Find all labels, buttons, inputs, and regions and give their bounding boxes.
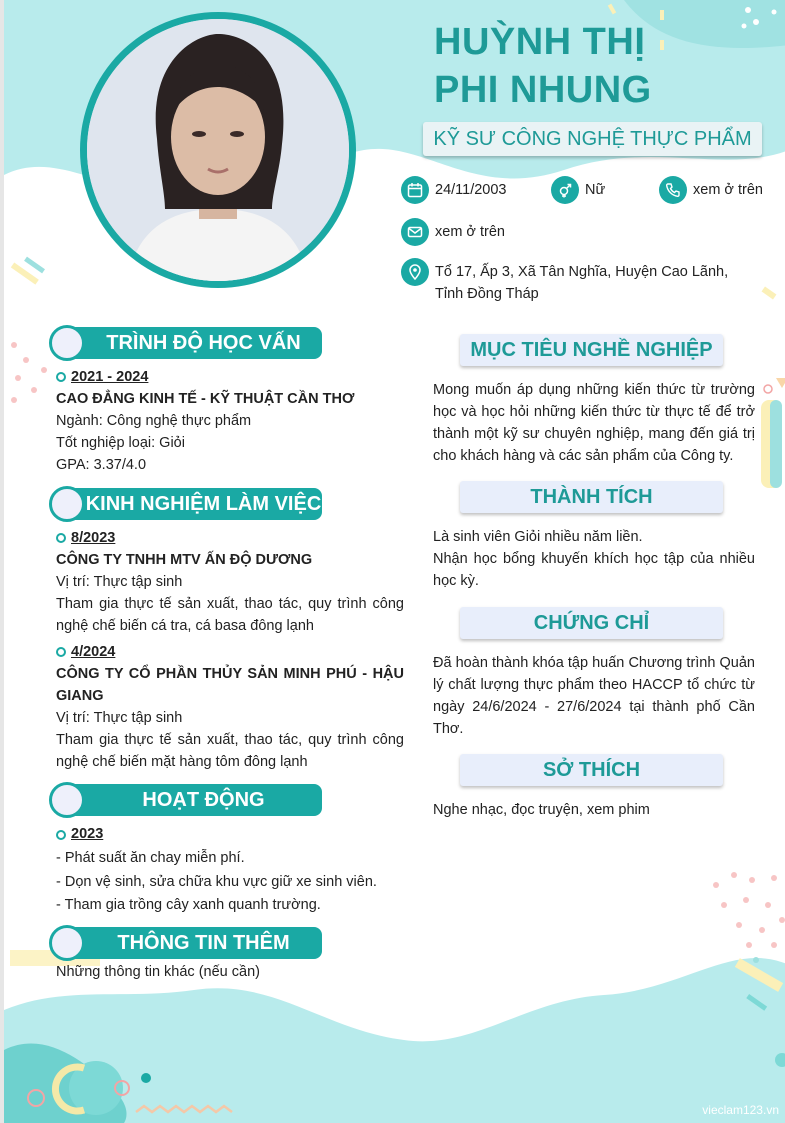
education-gpa: GPA: 3.37/4.0 [56,457,147,473]
activities-year-text: 2023 [71,826,104,842]
bullet-circle-icon [56,372,66,382]
certificates-heading: CHỨNG CHỈ [460,607,723,639]
profile-photo [87,19,349,281]
birthdate-item [401,176,507,204]
experience-heading: KINH NGHIỆM LÀM VIỆC [65,488,322,520]
education-heading: TRÌNH ĐỘ HỌC VẤN [65,327,322,359]
education-block [56,366,404,476]
activities-section-header [49,784,322,816]
activities-heading: HOẠT ĐỘNG [65,784,322,816]
job-company: CÔNG TY TNHH MTV ẤN ĐỘ DƯƠNG [56,552,313,568]
phone-value: xem ở trên [693,182,763,198]
calendar-icon [401,176,429,204]
job-position: Vị trí: Thực tập sinh [56,710,183,726]
section-circle-icon [49,486,85,522]
job-company: CÔNG TY CỔ PHẦN THỦY SẢN MINH PHÚ - HẬU GIANG [56,666,404,704]
hobbies-text: Nghe nhạc, đọc truyện, xem phim [433,802,650,818]
job-entry [56,641,404,773]
bullet-circle-icon [56,533,66,543]
experience-block [56,527,404,773]
activity-item: - Dọn vệ sinh, sửa chữa khu vực giữ xe sinh viên. [56,874,377,890]
address-value: Tổ 17, Ấp 3, Xã Tân Nghĩa, Huyện Cao Lãnh, Tỉnh Đồng Tháp [435,264,729,302]
name-line-1: HUỲNH THỊ [434,21,646,63]
job-position: Vị trí: Thực tập sinh [56,574,183,590]
job-description: Tham gia thực tế sản xuất, thao tác, quy trình công nghệ chế biến mặt hàng tôm đông lạnh [56,732,404,770]
objective-heading: MỤC TIÊU NGHỀ NGHIỆP [460,334,723,366]
job-date-text: 8/2023 [71,530,116,546]
email-value: xem ở trên [435,224,505,240]
job-date-text: 4/2024 [71,644,116,660]
section-circle-icon [49,325,85,361]
activities-block [56,823,404,917]
education-section-header [49,327,322,359]
watermark: vieclam123.vn [702,1103,779,1117]
name-line-2: PHI NHUNG [434,69,652,111]
location-pin-icon [401,258,429,286]
extra-text: Những thông tin khác (nếu cần) [56,964,260,980]
education-period-text: 2021 - 2024 [71,369,149,385]
hobbies-heading: SỞ THÍCH [460,754,723,786]
activity-item: - Tham gia trồng cây xanh quanh trường. [56,897,321,913]
achievements-block [433,526,755,592]
certificates-text: Đã hoàn thành khóa tập huấn Chương trình Quản lý chất lượng thực phẩm theo HACCP tổ chức từ ngày 24/6/2024 - 27/6/2024 tại thành phố Cần Thơ. [433,655,755,737]
bullet-circle-icon [56,830,66,840]
education-school: CAO ĐẲNG KINH TẾ - KỸ THUẬT CẦN THƠ [56,391,355,407]
education-major: Ngành: Công nghệ thực phẩm [56,413,252,429]
person-portrait-icon [87,19,349,281]
section-circle-icon [49,925,85,961]
job-description: Tham gia thực tế sản xuất, thao tác, quy trình công nghệ chế biến cá tra, cá basa đông lạnh [56,596,404,634]
email-item [401,218,505,246]
phone-icon [659,176,687,204]
extra-heading: THÔNG TIN THÊM [65,927,322,959]
candidate-name [434,18,652,114]
objective-text: Mong muốn áp dụng những kiến thức từ trường học và học hỏi những kiến thức từ thực tế để trở thành một kỹ sư chuyên nghiệp, mang đến giá trị cho khách hàng và các sản phẩm của Công ty. [433,382,755,464]
birthdate-value: 24/11/2003 [435,182,507,198]
achievement-item: Là sinh viên Giỏi nhiều năm liền. [433,529,643,545]
section-circle-icon [49,782,85,818]
job-date [56,641,404,663]
profile-photo-frame [80,12,356,288]
achievement-item: Nhận học bổng khuyến khích học tập của nhiều học kỳ. [433,551,755,589]
activities-year [56,823,404,846]
address-item [401,258,751,305]
education-grade: Tốt nghiệp loại: Giỏi [56,435,185,451]
job-date [56,527,404,549]
gender-icon [551,176,579,204]
activity-item: - Phát suất ăn chay miễn phí. [56,850,245,866]
gender-value: Nữ [585,182,606,198]
education-period [56,366,404,388]
bullet-circle-icon [56,647,66,657]
phone-item [659,176,763,204]
job-entry [56,527,404,637]
extra-section-header [49,927,322,959]
job-title: KỸ SƯ CÔNG NGHỆ THỰC PHẨM [423,122,762,156]
achievements-heading: THÀNH TÍCH [460,481,723,513]
mail-icon [401,218,429,246]
gender-item [551,176,605,204]
experience-section-header [49,488,322,520]
